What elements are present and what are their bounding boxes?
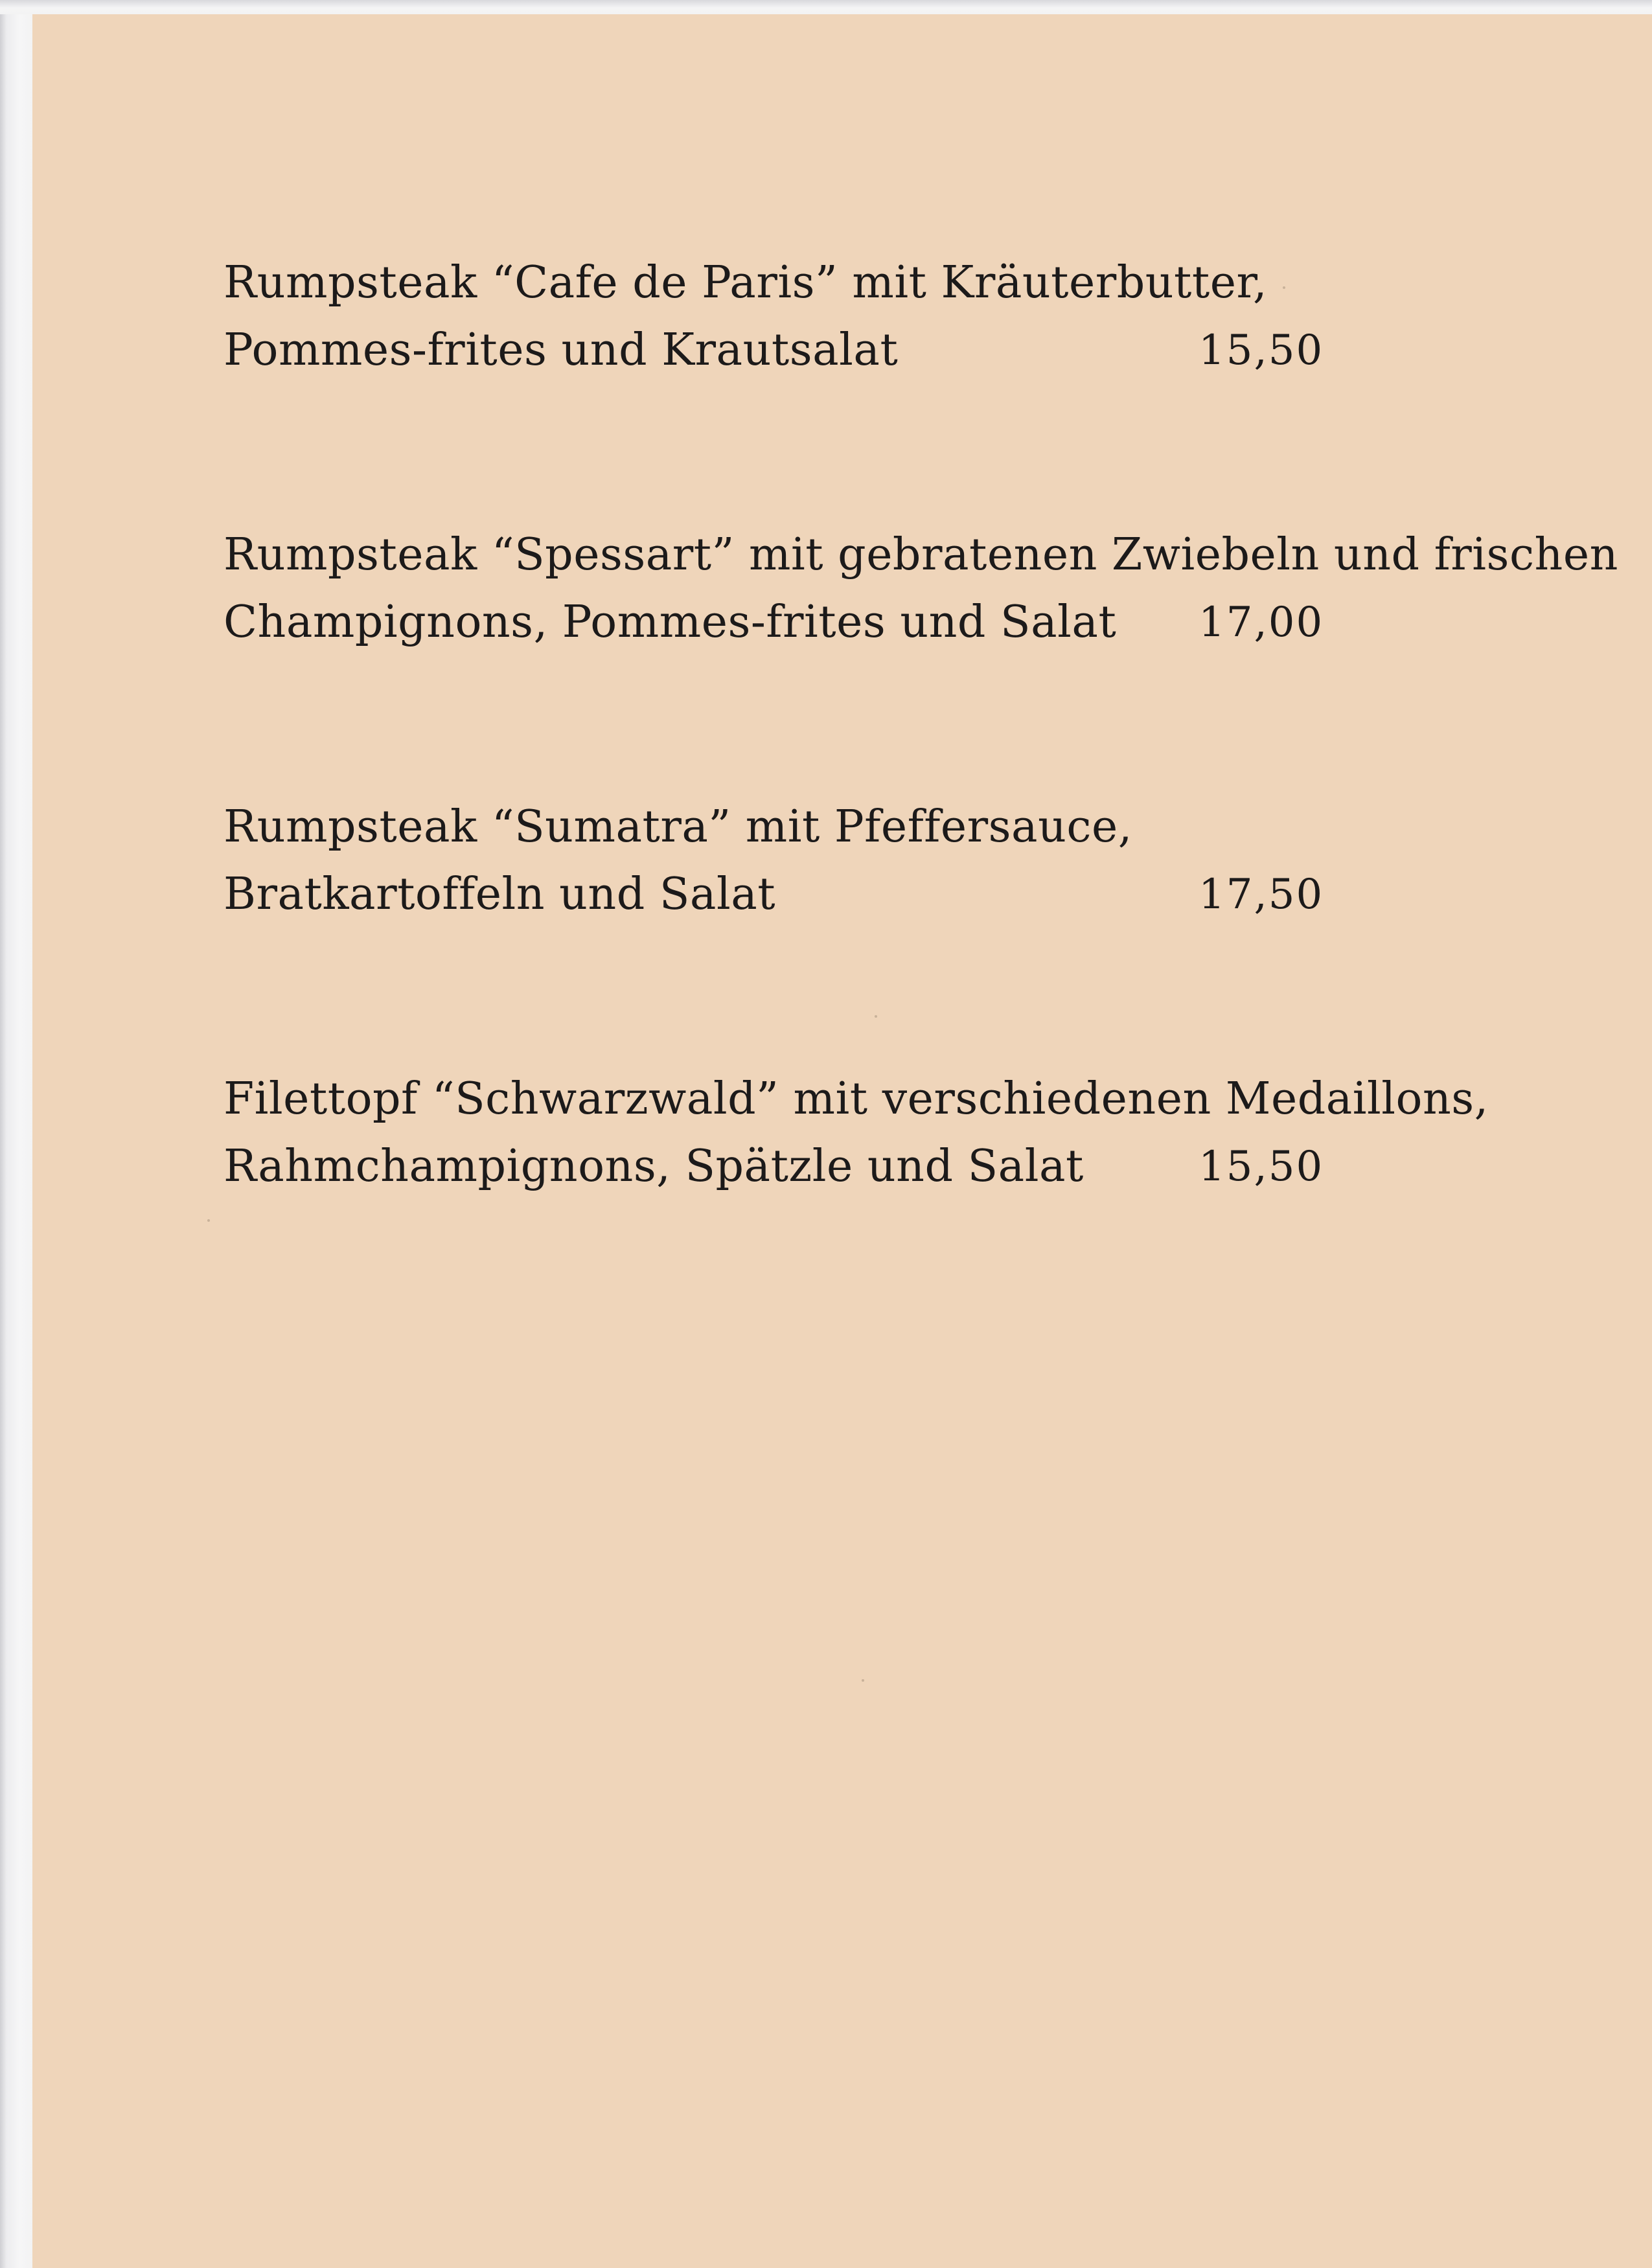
paper-speck [207, 1219, 210, 1222]
scan-edge-top [0, 0, 1652, 14]
menu-item-description-line: Filettopf “Schwarzwald” mit verschiedenen Medaillons, [224, 1073, 1489, 1125]
menu-item-price: 15,50 [1199, 1143, 1324, 1191]
paper-speck [862, 1679, 864, 1682]
menu-item-price: 17,50 [1199, 871, 1324, 919]
menu-item-description-line: Bratkartoffeln und Salat [224, 869, 776, 920]
menu-list [224, 249, 1618, 1338]
menu-item [224, 521, 1618, 794]
menu-item-description-line: Rumpsteak “Cafe de Paris” mit Kräuterbutter, [224, 257, 1268, 308]
menu-item [224, 794, 1454, 1066]
menu-item-price: 15,50 [1199, 326, 1324, 374]
menu-item-price: 17,00 [1199, 599, 1324, 647]
menu-item [224, 1066, 1489, 1338]
scan-edge-left [0, 0, 32, 2268]
menu-item-description-line: Rumpsteak “Spessart” mit gebratenen Zwiebeln und frischen [224, 529, 1618, 580]
menu-item-description-line: Rahmchampignons, Spätzle und Salat [224, 1141, 1084, 1192]
menu-item-description-line: Champignons, Pommes-frites und Salat [224, 597, 1117, 648]
menu-item [224, 249, 1454, 521]
menu-item-description-line: Pommes-frites und Krautsalat [224, 325, 899, 376]
menu-item-description-line: Rumpsteak “Sumatra” mit Pfeffersauce, [224, 801, 1132, 853]
